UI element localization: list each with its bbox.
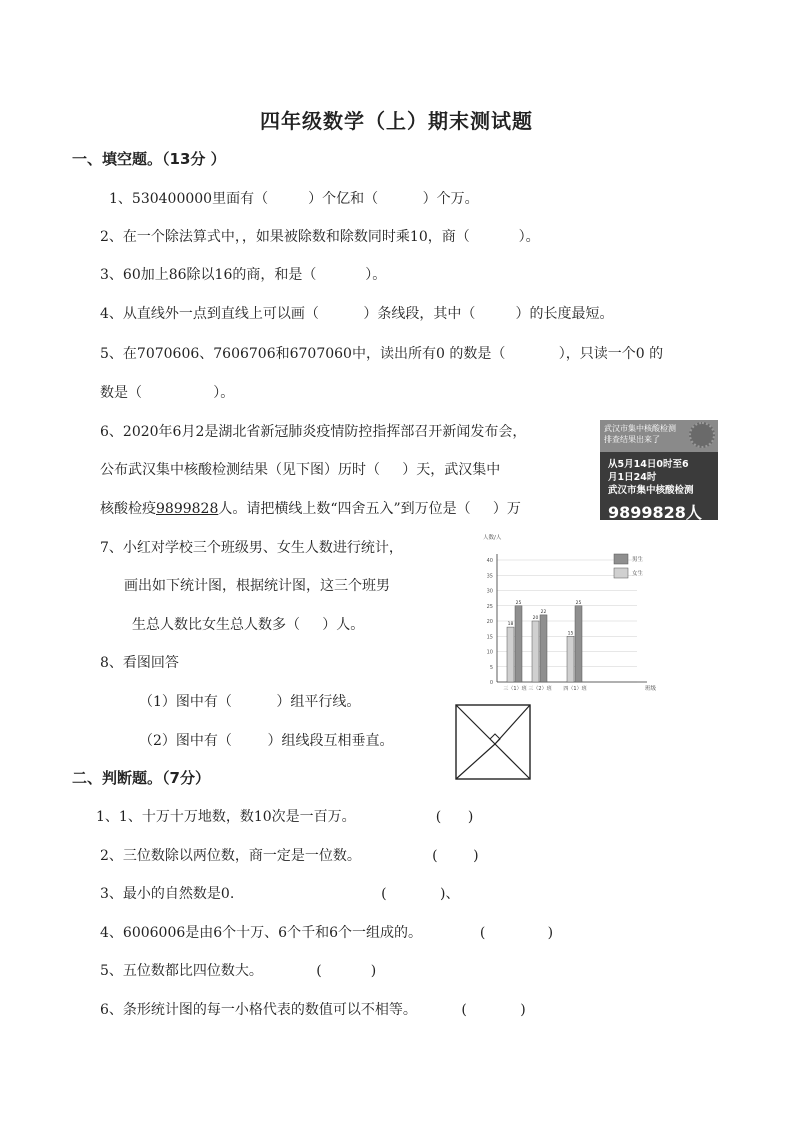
- question-7-line-3: 生总人数比女生总人数多（ ）人。: [132, 617, 365, 633]
- y-tick-label: 0: [489, 680, 493, 686]
- legend-swatch: [614, 554, 628, 564]
- data-label: 25: [515, 600, 522, 606]
- judgment-1: 1、1、十万十万地数，数10次是一百万。 ( ): [96, 809, 474, 825]
- bar-chart: [475, 532, 665, 692]
- question-7-line-2: 画出如下统计图，根据统计图，这三个班男: [124, 578, 390, 594]
- question-6-line-1: 6、2020年6月2是湖北省新冠肺炎疫情防控指挥部召开新闻发布会，: [100, 424, 527, 440]
- legend-label: 男生: [632, 557, 644, 563]
- virus-icon: [689, 422, 715, 448]
- y-tick-label: 40: [486, 558, 493, 564]
- y-tick-label: 25: [486, 603, 493, 610]
- section-1-heading: 一、填空题。（13分 ）: [72, 150, 226, 168]
- x-tick-label: 四（1）班: [563, 686, 587, 692]
- question-6-prefix: 核酸检疫: [100, 501, 156, 517]
- bar: [575, 606, 582, 682]
- judgment-3: 3、最小的自然数是0. ( )、: [100, 886, 460, 902]
- square-diagram: [455, 704, 535, 782]
- question-6-suffix: 人。请把横线上数“四舍五入”到万位是（ ）万: [218, 501, 521, 517]
- diagonal-right: [495, 705, 530, 744]
- data-label: 18: [507, 622, 514, 628]
- judgment-6: 6、条形统计图的每一小格代表的数值可以不相等。 ( ): [100, 1002, 526, 1018]
- diagonal-left: [456, 705, 495, 744]
- underlined-number: 9899828: [156, 501, 219, 517]
- y-tick-label: 10: [486, 649, 493, 656]
- y-tick-label: 5: [489, 664, 493, 671]
- judgment-4: 4、6006006是由6个十万、6个千和6个一组成的。 ( ): [100, 925, 554, 941]
- data-label: 15: [567, 631, 574, 637]
- question-4: 4、从直线外一点到直线上可以画（ ）条线段，其中（ ）的长度最短。: [100, 306, 614, 322]
- news-body-text: 从5月14日0时至6 月1日24时 武汉市集中核酸检测: [608, 459, 694, 496]
- data-label: 25: [575, 600, 582, 606]
- question-6-line-2: 公布武汉集中核酸检测结果（见下图）历时（ ）天，武汉集中: [100, 462, 501, 478]
- bar: [540, 615, 547, 682]
- judgment-2: 2、三位数除以两位数，商一定是一位数。 ( ): [100, 848, 479, 864]
- y-tick-label: 30: [486, 588, 493, 595]
- bar: [507, 627, 514, 682]
- bar: [567, 636, 574, 682]
- news-number: 9899828人: [608, 503, 702, 520]
- legend-label: 女生: [632, 571, 644, 577]
- question-5-line-2: 数是（ ）。: [100, 385, 235, 401]
- question-2: 2、在一个除法算式中，，如果被除数和除数同时乘10，商（ ）。: [100, 229, 540, 245]
- section-2-heading: 二、判断题。（7分）: [72, 769, 210, 787]
- y-axis-label: 人数/人: [483, 535, 502, 541]
- data-label: 20: [532, 616, 539, 621]
- question-3: 3、60加上86除以16的商，和是（ ）。: [100, 267, 387, 283]
- question-6-line-3: [100, 502, 521, 516]
- line-bottom-left: [456, 744, 495, 779]
- question-7-line-1: 7、小红对学校三个班级男、女生人数进行统计，: [100, 540, 403, 556]
- question-8: 8、看图回答: [100, 655, 179, 671]
- y-tick-label: 35: [486, 573, 493, 580]
- y-tick-label: 15: [486, 634, 493, 641]
- question-8-part-1: （1）图中有（ ）组平行线。: [139, 694, 361, 710]
- legend-swatch: [614, 568, 628, 578]
- line-bottom-right: [495, 744, 530, 779]
- news-image: [600, 420, 718, 520]
- news-header-text: 武汉市集中核酸检测 排查结果出来了: [604, 424, 676, 444]
- right-angle-mark: [490, 734, 500, 744]
- bar: [515, 606, 522, 682]
- question-8-part-2: （2）图中有（ ）组线段互相垂直。: [139, 733, 394, 749]
- judgment-5: 5、五位数都比四位数大。 ( ): [100, 963, 377, 979]
- x-axis-label: 班级: [645, 686, 657, 692]
- page-title: 四年级数学（上）期末测试题: [260, 109, 533, 133]
- y-tick-label: 20: [486, 619, 493, 625]
- question-5-line-1: 5、在7070606、7606706和6707060中，读出所有0 的数是（ ），只读一个0 的: [100, 346, 664, 362]
- x-tick-label: 三（1）班: [503, 686, 527, 692]
- x-tick-label: 三（2）班: [528, 686, 552, 692]
- question-1: 1、530400000里面有（ ）个亿和（ ）个万。: [109, 191, 479, 207]
- bar: [532, 621, 539, 682]
- data-label: 22: [540, 609, 547, 615]
